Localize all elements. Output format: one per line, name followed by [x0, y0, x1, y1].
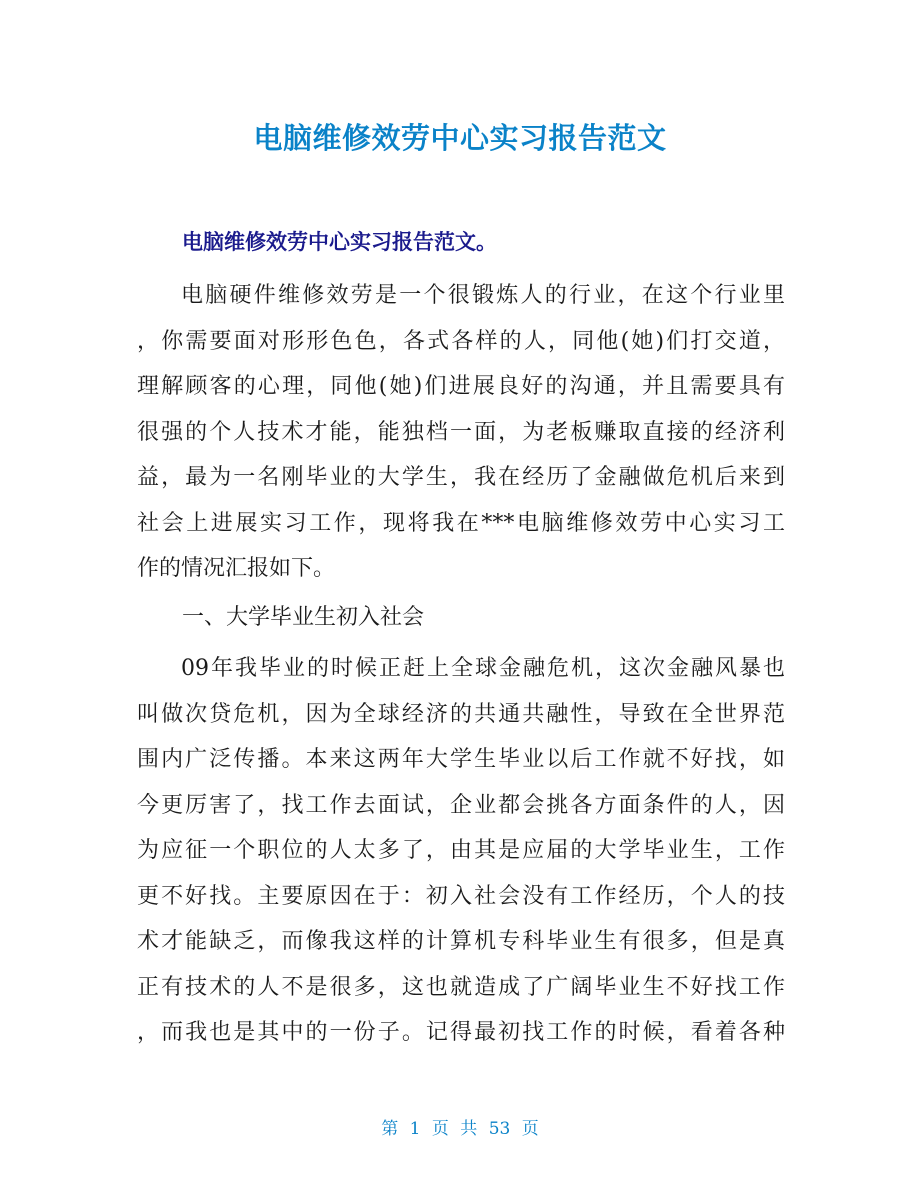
paragraph-line: 益，最为一名刚毕业的大学生，我在经历了金融做危机后来到 [137, 465, 785, 490]
paragraph-line: 正有技术的人不是很多，这也就造成了广阔毕业生不好找工作 [137, 974, 785, 1000]
section-heading: 一、大学毕业生初入社会 [182, 605, 425, 630]
paragraph-intro [137, 273, 785, 592]
paragraph-line: 叫做次贷危机，因为全球经济的共通共融性，导致在全世界范 [137, 701, 785, 727]
paragraph-line: ，你需要面对形形色色，各式各样的人，同他(她)们打交道， [137, 328, 785, 354]
paragraph-line: 很强的个人技术才能，能独档一面，为老板赚取直接的经济利 [137, 419, 785, 445]
paragraph-line: 社会上进展实习工作，现将我在***电脑维修效劳中心实习工 [137, 510, 785, 536]
paragraph-line: 围内广泛传播。本来这两年大学生毕业以后工作就不好找，如 [137, 747, 785, 772]
paragraph-line: 为应征一个职位的人太多了，由其是应届的大学毕业生，工作 [137, 838, 785, 863]
paragraph-line: ，而我也是其中的一份子。记得最初找工作的时候，看着各种 [137, 1020, 785, 1045]
paragraph-line: 作的情况汇报如下。 [137, 556, 336, 581]
page-number-footer: 第 1 页 共 53 页 [381, 1119, 539, 1139]
paragraph-line: 电脑硬件维修效劳是一个很锻炼人的行业，在这个行业里 [181, 283, 785, 308]
document-subtitle: 电脑维修效劳中心实习报告范文。 [182, 230, 497, 254]
paragraph-line: 理解顾客的心理，同他(她)们进展良好的沟通，并且需要具有 [137, 374, 785, 399]
paragraph-line: 术才能缺乏，而像我这样的计算机专科毕业生有很多，但是真 [137, 929, 785, 954]
paragraph-section1 [137, 646, 785, 1056]
paragraph-line: 今更厉害了，找工作去面试，企业都会挑各方面条件的人，因 [137, 792, 785, 818]
paragraph-line: 09年我毕业的时候正赶上全球金融危机，这次金融风暴也 [181, 656, 785, 681]
paragraph-line: 更不好找。主要原因在于：初入社会没有工作经历，个人的技 [137, 883, 785, 909]
document-title: 电脑维修效劳中心实习报告范文 [253, 121, 667, 155]
